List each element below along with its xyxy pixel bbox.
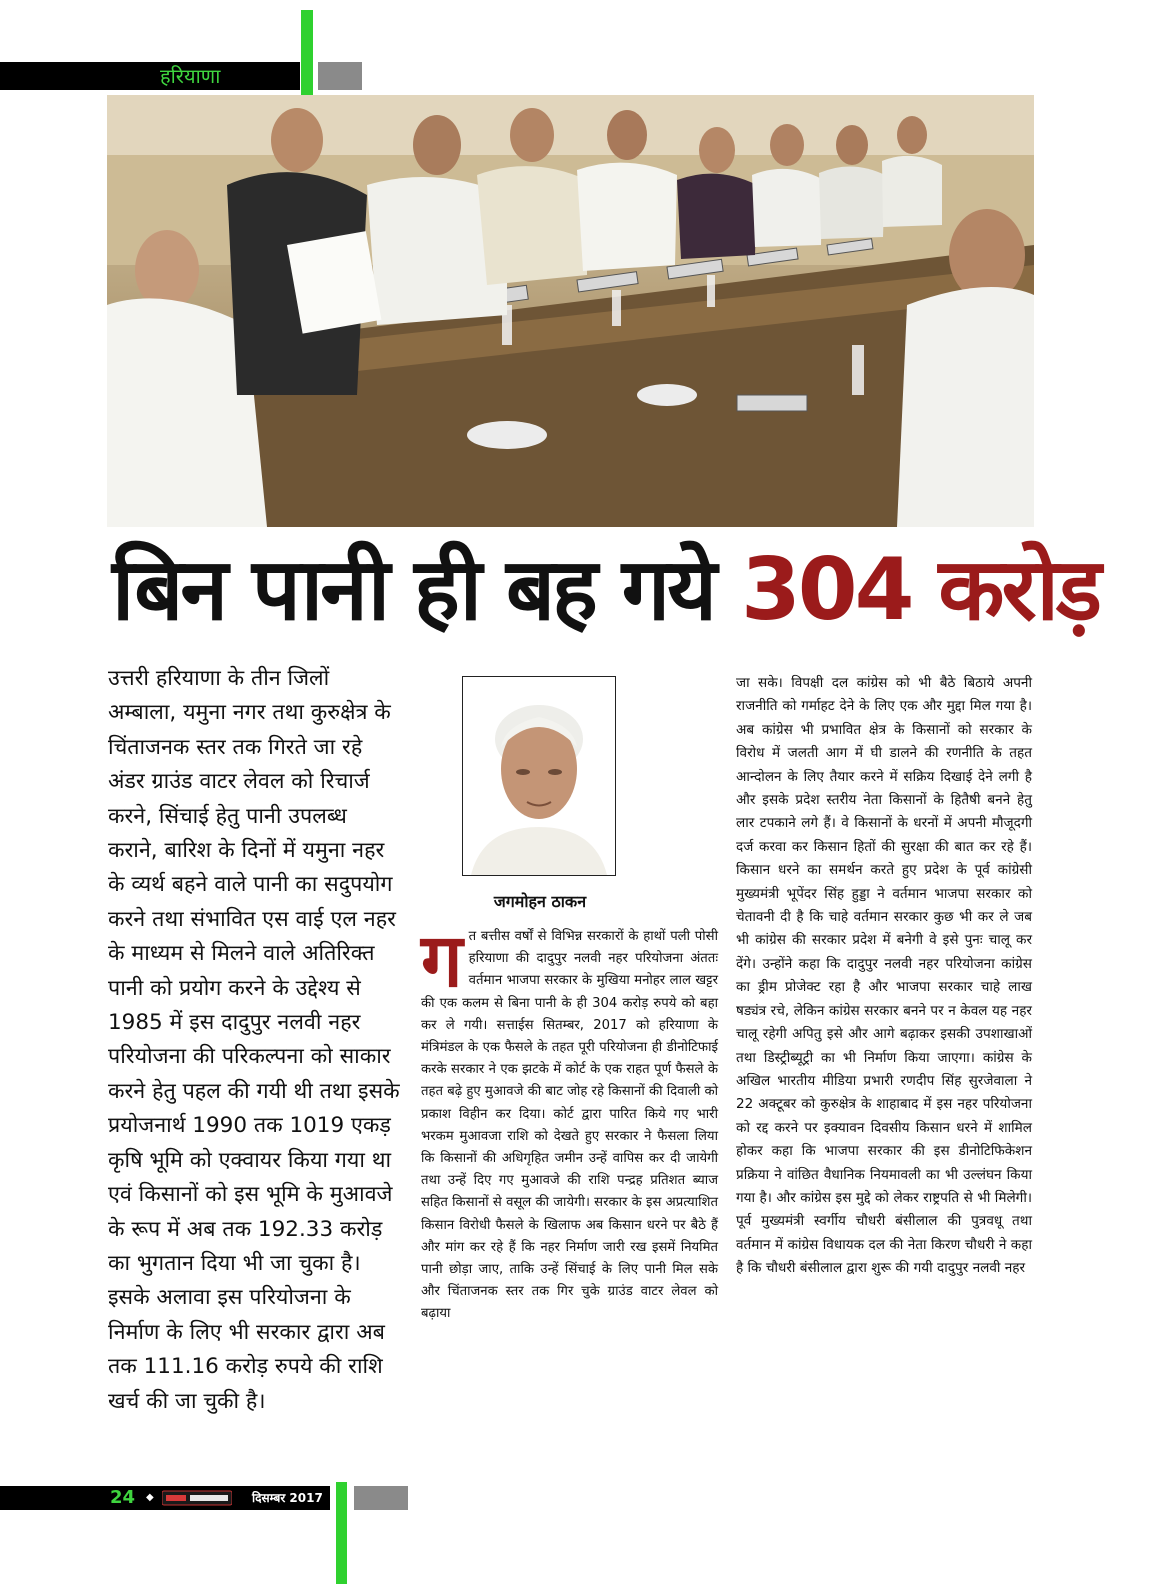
accent-bar-bottom — [336, 1482, 347, 1584]
author-name: जगमोहन ठाकन — [493, 892, 587, 911]
headline-part-2: 304 करोड़ — [740, 540, 1099, 640]
headline — [112, 530, 1099, 650]
masthead-logo-shape — [162, 1490, 232, 1506]
author-portrait-illustration — [463, 677, 615, 875]
article-text-right: जा सके। विपक्षी दल कांग्रेस को भी बैठे बिठाये अपनी राजनीति को गर्माहट देने के लिए एक और मुद्दा मिल गया है। अब कांग्रेस भी प्रभावित क्षेत्र के किसानों को सरकार के विरोध में जलती आग में घी डालने की रणनीति के तहत आन्दोलन के लिए तैयार करने में सक्रिय दिखाई देने लगी है और इसके प्रदेश स्तरीय नेता किसानों के हितैषी बनने हेतु लार टपकाने लगे हैं। वे किसानों के धरनों में अपनी मौजूदगी दर्ज करवा कर किसान हितों की सुरक्षा की बात कर रहे हैं। किसान धरने का समर्थन करते हुए प्रदेश के पूर्व कांग्रेसी मुख्यमंत्री भूपेंदर सिंह हुड्डा ने वर्तमान भाजपा सरकार को चेतावनी दी है कि चाहे वर्तमान सरकार कुछ भी कर ले जब भी कांग्रेस की सरकार प्रदेश में बनेगी वे इसे पुनः चालू कर देंगे। उन्होंने कहा कि दादुपुर नलवी नहर परियोजना कांग्रेस का ड्रीम प्रोजेक्ट रहा है और भाजपा सरकार चाहे लाख षड्यंत्र रचे, लेकिन कांग्रेस सरकार बनने पर न केवल यह नहर चालू रहेगी अपितु इसे और आगे बढ़ाकर इसकी उपशाखाओं तथा डिस्ट्रीब्यूट्री का भी निर्माण किया जाएगा। कांग्रेस के अखिल भारतीय मीडिया प्रभारी रणदीप सिंह सुरजेवाला ने 22 अक्टूबर को कुरुक्षेत्र के शाहाबाद में इस नहर परियोजना को रद्द करने पर इक्यावन दिवसीय किसान धरने में शामिल होकर कहा कि भाजपा सरकार की इस डीनोटिफिकेशन प्रक्रिया ने वांछित वैधानिक नियमावली का भी उल्लंघन किया गया है। और कांग्रेस इस मुद्दे को लेकर राष्ट्रपति से भी मिलेगी। पूर्व मुख्यमंत्री स्वर्गीय चौधरी बंसीलाल की पुत्रवधू तथा वर्तमान में कांग्रेस विधायक दल की नेता किरण चौधरी ने कहा है कि चौधरी बंसीलाल द्वारा शुरू की गयी दादुपुर नलवी नहर — [736, 675, 1032, 1277]
dropcap: ग — [421, 918, 463, 1004]
footer-separator: ◆ — [146, 1492, 154, 1503]
header-gray-block — [318, 62, 362, 90]
lead-paragraph: उत्तरी हरियाणा के तीन जिलों अम्बाला, यमुना नगर तथा कुरुक्षेत्र के चिंताजनक स्तर तक गिरते जा रहे अंडर ग्राउंड वाटर लेवल को रिचार्ज करने, सिंचाई हेतु पानी उपलब्ध कराने, बारिश के दिनों में यमुना नहर के व्यर्थ बहने वाले पानी का सदुपयोग करने तथा संभावित एस वाई एल नहर के माध्यम से मिलने वाले अतिरिक्त पानी को प्रयोग करने के उद्देश्य से 1985 में इस दादुपुर नलवी नहर परियोजना की परिकल्पना को साकार करने हेतु पहल की गयी थी तथा इसके प्रयोजनार्थ 1990 तक 1019 एकड़ कृषि भूमि को एक्वायर किया गया था एवं किसानों को इस भूमि के मुआवजे के रूप में अब तक 192.33 करोड़ का भुगतान दिया भी जा चुका है। इसके अलावा इस परियोजना के निर्माण के लिए भी सरकार द्वारा अब तक 111.16 करोड़ रुपये की राशि खर्च की जा चुकी है। — [108, 666, 400, 1414]
accent-bar-top — [301, 10, 313, 100]
footer-gray-block — [354, 1486, 408, 1510]
section-label: हरियाणा — [160, 64, 221, 88]
magazine-masthead-logo — [162, 1490, 232, 1506]
headline-part-1: बिन पानी ही बह गये — [112, 540, 741, 640]
section-header-bar — [0, 62, 300, 90]
article-column-right — [736, 672, 1032, 1281]
article-text-middle: त बत्तीस वर्षों से विभिन्न सरकारों के हाथों पली पोसी हरियाणा की दादुपुर नलवी नहर परियोजना अंततः वर्तमान भाजपा सरकार के मुखिया मनोहर लाल खट्टर की एक कलम से बिना पानी के ही 304 करोड़ रुपये को बहा कर ले गयी। सत्ताईस सितम्बर, 2017 को हरियाणा के मंत्रिमंडल के एक फैसले के तहत पूरी परियोजना ही डीनोटिफाई करके सरकार ने एक झटके में कोर्ट के एक राहत पूर्ण फैसले के तहत बढ़े हुए मुआवजे की बाट जोह रहे किसानों की दिवाली को प्रकाश विहीन कर दिया। कोर्ट द्वारा पारित किये गए भारी भरकम मुआवजा राशि को देखते हुए सरकार ने फैसला लिया कि किसानों की अधिगृहित जमीन उन्हें वापिस कर दी जायेगी तथा उन्हें दिए गए मुआवजे की राशि पन्द्रह प्रतिशत ब्याज सहित किसानों से वसूल की जायेगी। सरकार के इस अप्रत्याशित किसान विरोधी फैसले के खिलाफ अब किसान धरने पर बैठे हैं और मांग कर रहे हैं कि नहर निर्माण जारी रख इसमें नियमित पानी छोड़ा जाए, ताकि उन्हें सिंचाई के लिए पानी मिल सके और चिंताजनक स्तर तक गिर चुके ग्राउंड वाटर लेवल को बढ़ाया — [421, 929, 718, 1322]
issue-month: दिसम्बर 2017 — [252, 1491, 323, 1505]
author-photo — [462, 676, 616, 876]
lead-column — [108, 662, 400, 1419]
article-column-middle — [421, 918, 718, 1326]
page-number: 24 — [110, 1487, 136, 1508]
meeting-photo-illustration — [107, 95, 1034, 527]
meeting-photo — [107, 95, 1034, 527]
